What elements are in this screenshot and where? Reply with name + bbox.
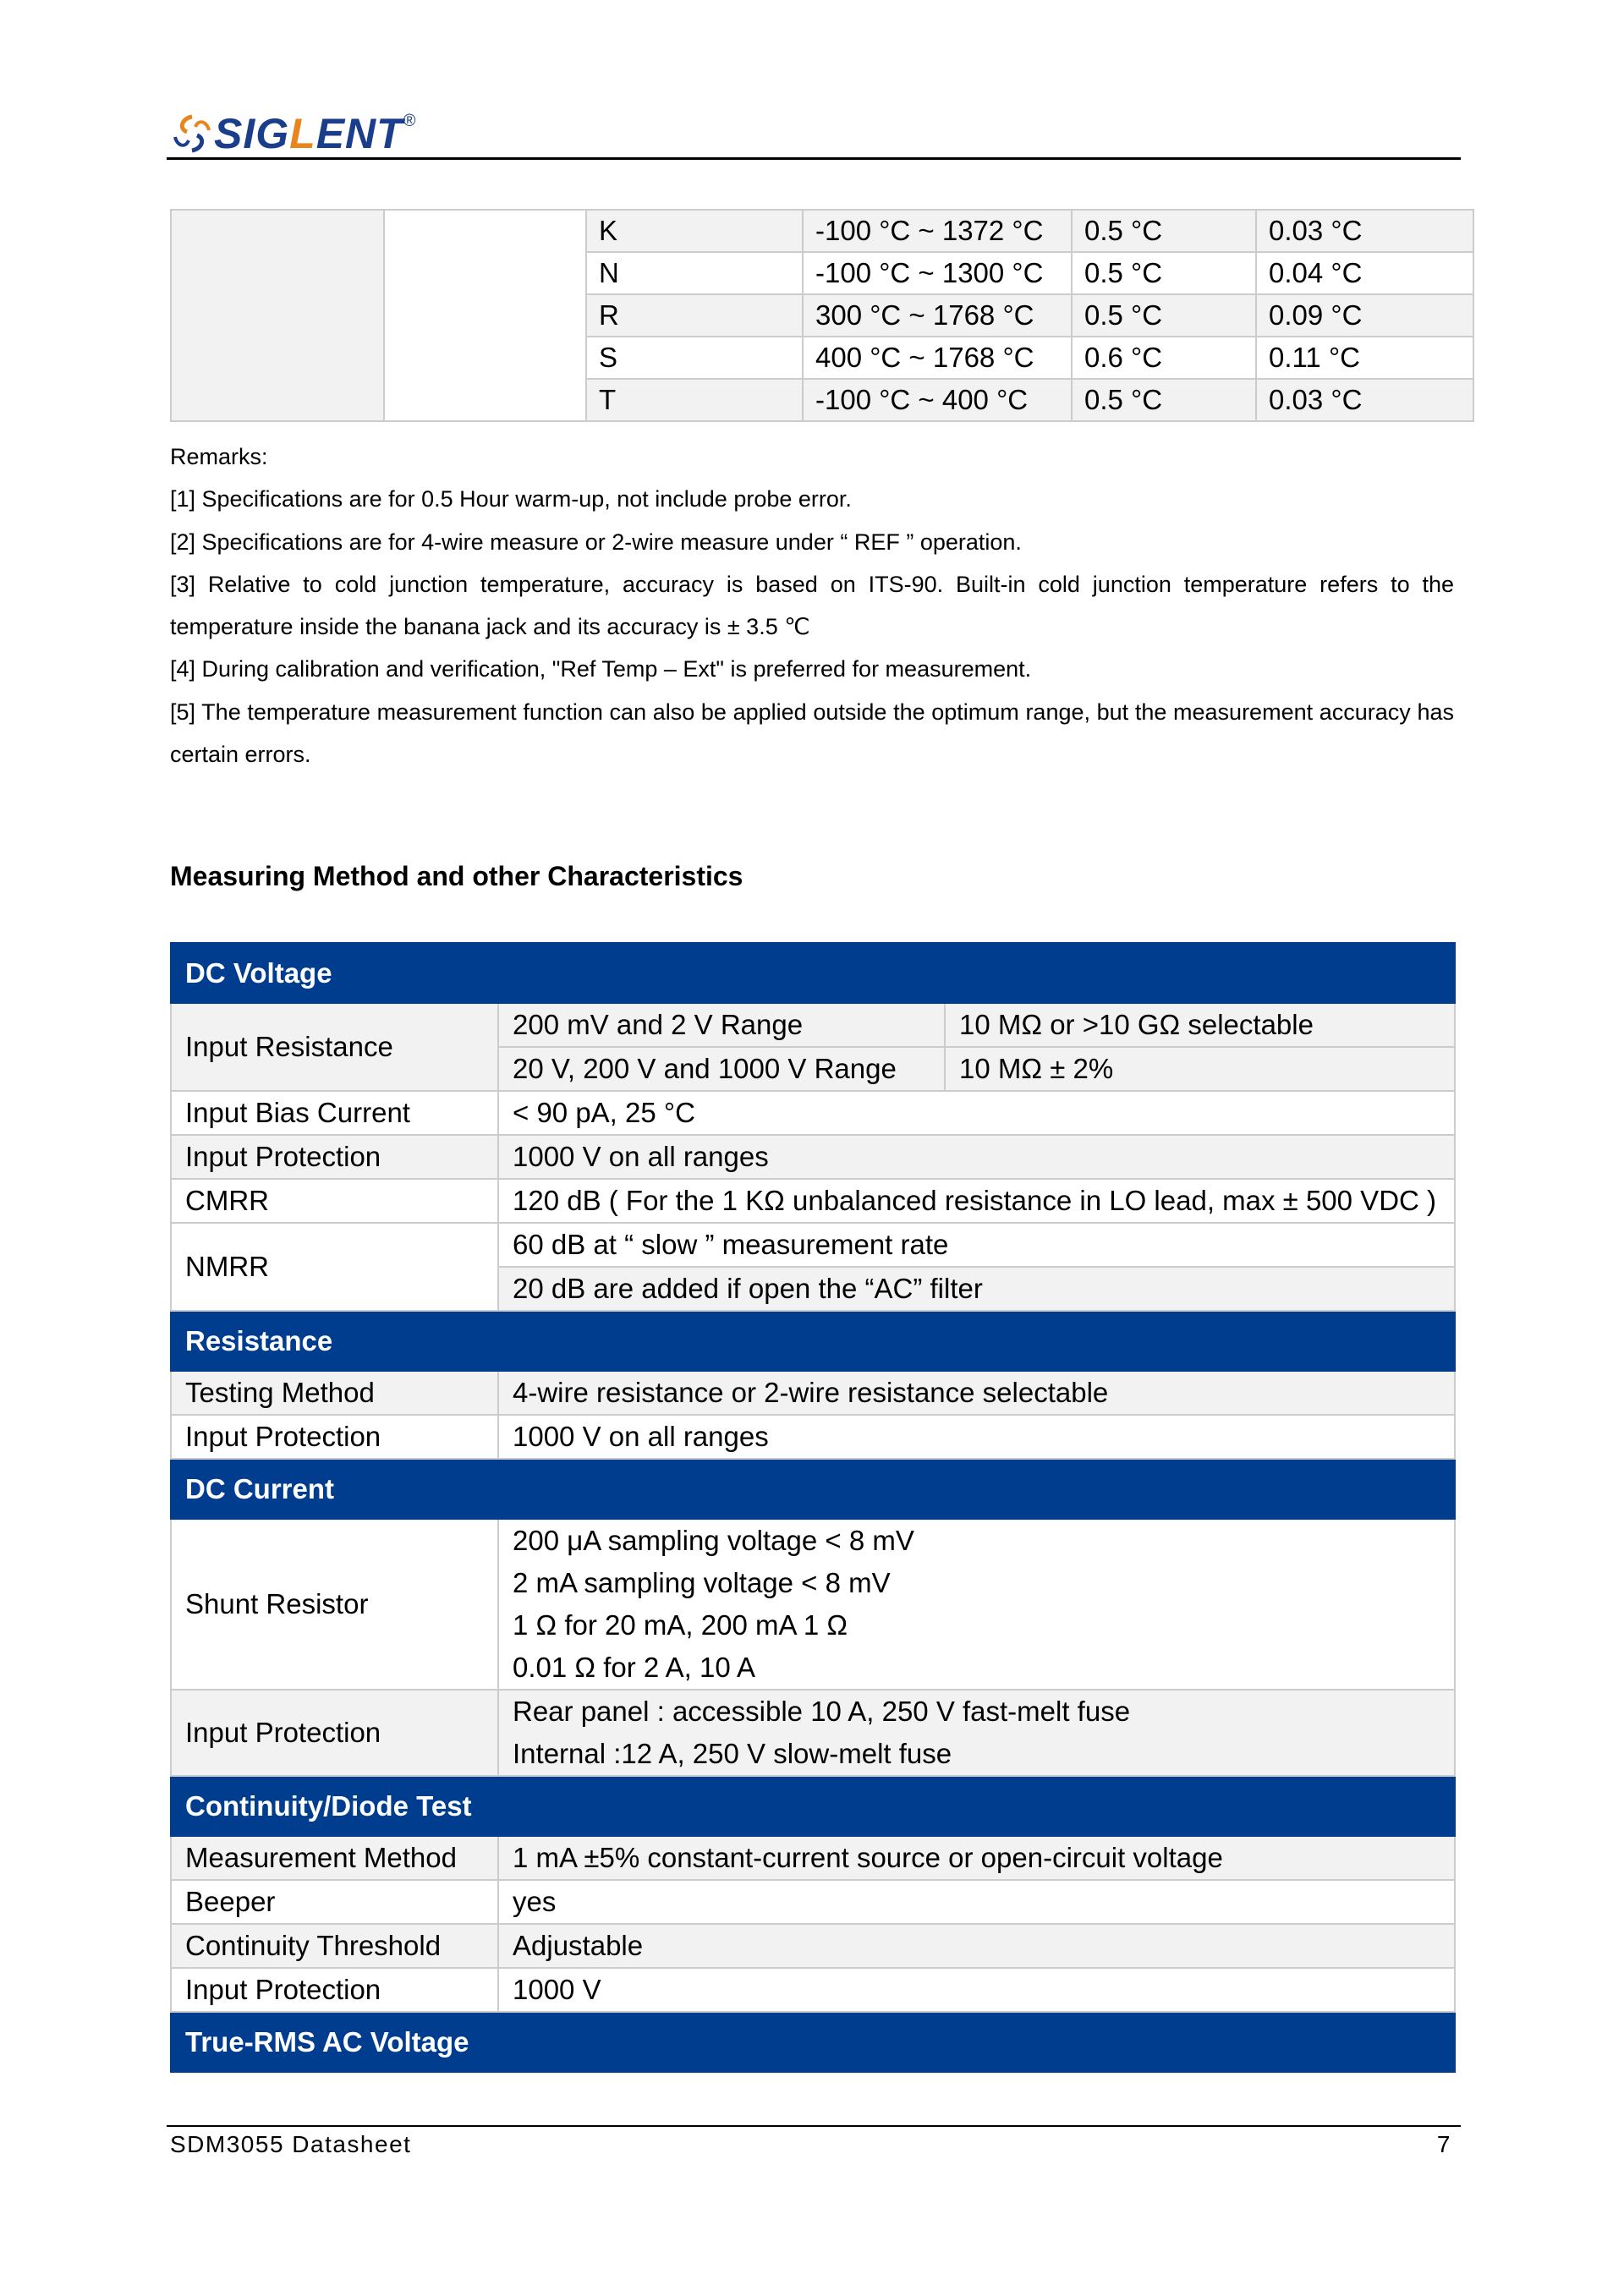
row-label: CMRR [171,1179,498,1223]
row-label: Input Protection [171,1135,498,1179]
row-label: Testing Method [171,1371,498,1415]
value-line: 1 Ω for 20 mA, 200 mA 1 Ω [513,1609,848,1641]
section-header: Continuity/Diode Test [171,1776,1455,1836]
section-header: True-RMS AC Voltage [171,2012,1455,2072]
value-cell [498,1135,1455,1179]
remark-item: [2] Specifications are for 4-wire measure or 2-wire measure under “ REF ” operation. [170,529,1022,555]
footer-page-number: 7 [1436,2131,1451,2157]
remark-item: [3] Relative to cold junction temperature, accuracy is based on ITS-90. Built-in cold junction temperature refers to the temperature inside the banana jack and its accuracy is ± 3.5 ℃ [170,571,1454,640]
value-line: 1000 V [513,1974,601,2005]
row-label: Input Resistance [171,1003,498,1091]
siglent-logo [170,108,415,159]
table-cell: -100 °C ~ 1372 °C [803,210,1072,252]
table-cell: 0.5 °C [1072,294,1256,337]
row-label: Shunt Resistor [171,1519,498,1690]
value-cell [498,1179,1455,1223]
section-header: DC Voltage [171,943,1455,1003]
value-line: 10 MΩ ± 2% [959,1053,1114,1084]
table-cell: 0.5 °C [1072,252,1256,294]
table-row [171,1223,1455,1267]
logo-registered-mark: ® [403,112,416,130]
row-label: Input Protection [171,1415,498,1459]
section-header-row [171,943,1455,1003]
table-cell: N [586,252,803,294]
remark-item: [1] Specifications are for 0.5 Hour warm-up, not include probe error. [170,486,852,512]
remarks [170,436,1454,775]
value-cell [498,1690,1455,1776]
table-row [171,1415,1455,1459]
table-cell: -100 °C ~ 400 °C [803,379,1072,421]
value-cell [498,1047,945,1091]
table-row [171,1968,1455,2012]
table-row [171,1519,1455,1690]
value-line: 2 mA sampling voltage < 8 mV [513,1567,891,1598]
value-cell [498,1371,1455,1415]
table-cell: 0.5 °C [1072,210,1256,252]
section-header: DC Current [171,1459,1455,1519]
value-line: 20 dB are added if open the “AC” filter [513,1273,983,1304]
table-cell: 0.03 °C [1256,210,1473,252]
footer-doc-title: SDM3055 Datasheet [170,2131,412,2157]
table-row [171,1690,1455,1776]
logo-text: SIGLENT [214,110,403,157]
value-line: 0.01 Ω for 2 A, 10 A [513,1652,756,1683]
row-label: NMRR [171,1223,498,1311]
value-line: Adjustable [513,1930,644,1961]
table-cell: -100 °C ~ 1300 °C [803,252,1072,294]
thermocouple-table [170,209,1474,422]
table-cell: 0.6 °C [1072,337,1256,379]
section-header: Resistance [171,1311,1455,1371]
table-cell: 300 °C ~ 1768 °C [803,294,1072,337]
table-row [171,210,1473,252]
value-cell [498,1003,945,1047]
row-label: Input Bias Current [171,1091,498,1135]
table-cell: 0.11 °C [1256,337,1473,379]
value-cell [498,1924,1455,1968]
section-header-row [171,1311,1455,1371]
value-cell [498,1415,1455,1459]
value-cell [945,1047,1455,1091]
table-row [171,1924,1455,1968]
table-cell: 0.04 °C [1256,252,1473,294]
value-cell [498,1968,1455,2012]
table-cell: K [586,210,803,252]
value-line: 1000 V on all ranges [513,1421,769,1452]
value-cell [945,1003,1455,1047]
table-cell: R [586,294,803,337]
row-label: Input Protection [171,1690,498,1776]
header-divider [167,157,1461,160]
section-header-row [171,1776,1455,1836]
table-row [171,1091,1455,1135]
value-cell [498,1091,1455,1135]
value-cell [498,1267,1455,1311]
value-line: < 90 pA, 25 °C [513,1097,695,1128]
row-label: Input Protection [171,1968,498,2012]
characteristics-table [170,942,1456,2073]
empty-range-cell [384,210,586,421]
remark-item: [5] The temperature measurement function can also be applied outside the optimum range, but the measurement accuracy has certain errors. [170,699,1454,768]
value-line: Internal :12 A, 250 V slow-melt fuse [513,1738,952,1769]
remark-item: [4] During calibration and verification, "Ref Temp – Ext" is preferred for measurement. [170,656,1032,682]
table-cell: 0.5 °C [1072,379,1256,421]
table-row [171,1836,1455,1880]
value-cell [498,1836,1455,1880]
table-cell: 0.03 °C [1256,379,1473,421]
footer-divider [167,2125,1461,2127]
empty-type-cell [171,210,384,421]
table-cell: S [586,337,803,379]
section-header-row [171,2012,1455,2072]
table-cell: 0.09 °C [1256,294,1473,337]
row-label: Continuity Threshold [171,1924,498,1968]
row-label: Beeper [171,1880,498,1924]
table-cell: 400 °C ~ 1768 °C [803,337,1072,379]
logo-swirl-icon [170,112,214,156]
value-cell [498,1519,1455,1690]
value-line: 1000 V on all ranges [513,1141,769,1172]
value-line: Rear panel : accessible 10 A, 250 V fast-melt fuse [513,1696,1131,1727]
value-line: 200 μA sampling voltage < 8 mV [513,1525,914,1556]
table-row [171,1179,1455,1223]
table-cell: T [586,379,803,421]
table-row [171,1003,1455,1047]
table-row [171,1880,1455,1924]
section-header-row [171,1459,1455,1519]
section-heading: Measuring Method and other Characteristics [170,861,743,891]
value-line: 20 V, 200 V and 1000 V Range [513,1053,897,1084]
value-line: yes [513,1886,557,1917]
value-line: 4-wire resistance or 2-wire resistance selectable [513,1377,1109,1408]
value-line: 1 mA ±5% constant-current source or open-circuit voltage [513,1842,1223,1873]
value-line: 120 dB ( For the 1 KΩ unbalanced resistance in LO lead, max ± 500 VDC ) [513,1185,1437,1216]
value-line: 10 MΩ or >10 GΩ selectable [959,1009,1314,1040]
table-row [171,1371,1455,1415]
value-line: 60 dB at “ slow ” measurement rate [513,1229,949,1260]
remarks-title: Remarks: [170,444,268,469]
table-row [171,1135,1455,1179]
value-cell [498,1880,1455,1924]
value-line: 200 mV and 2 V Range [513,1009,804,1040]
value-cell [498,1223,1455,1267]
row-label: Measurement Method [171,1836,498,1880]
